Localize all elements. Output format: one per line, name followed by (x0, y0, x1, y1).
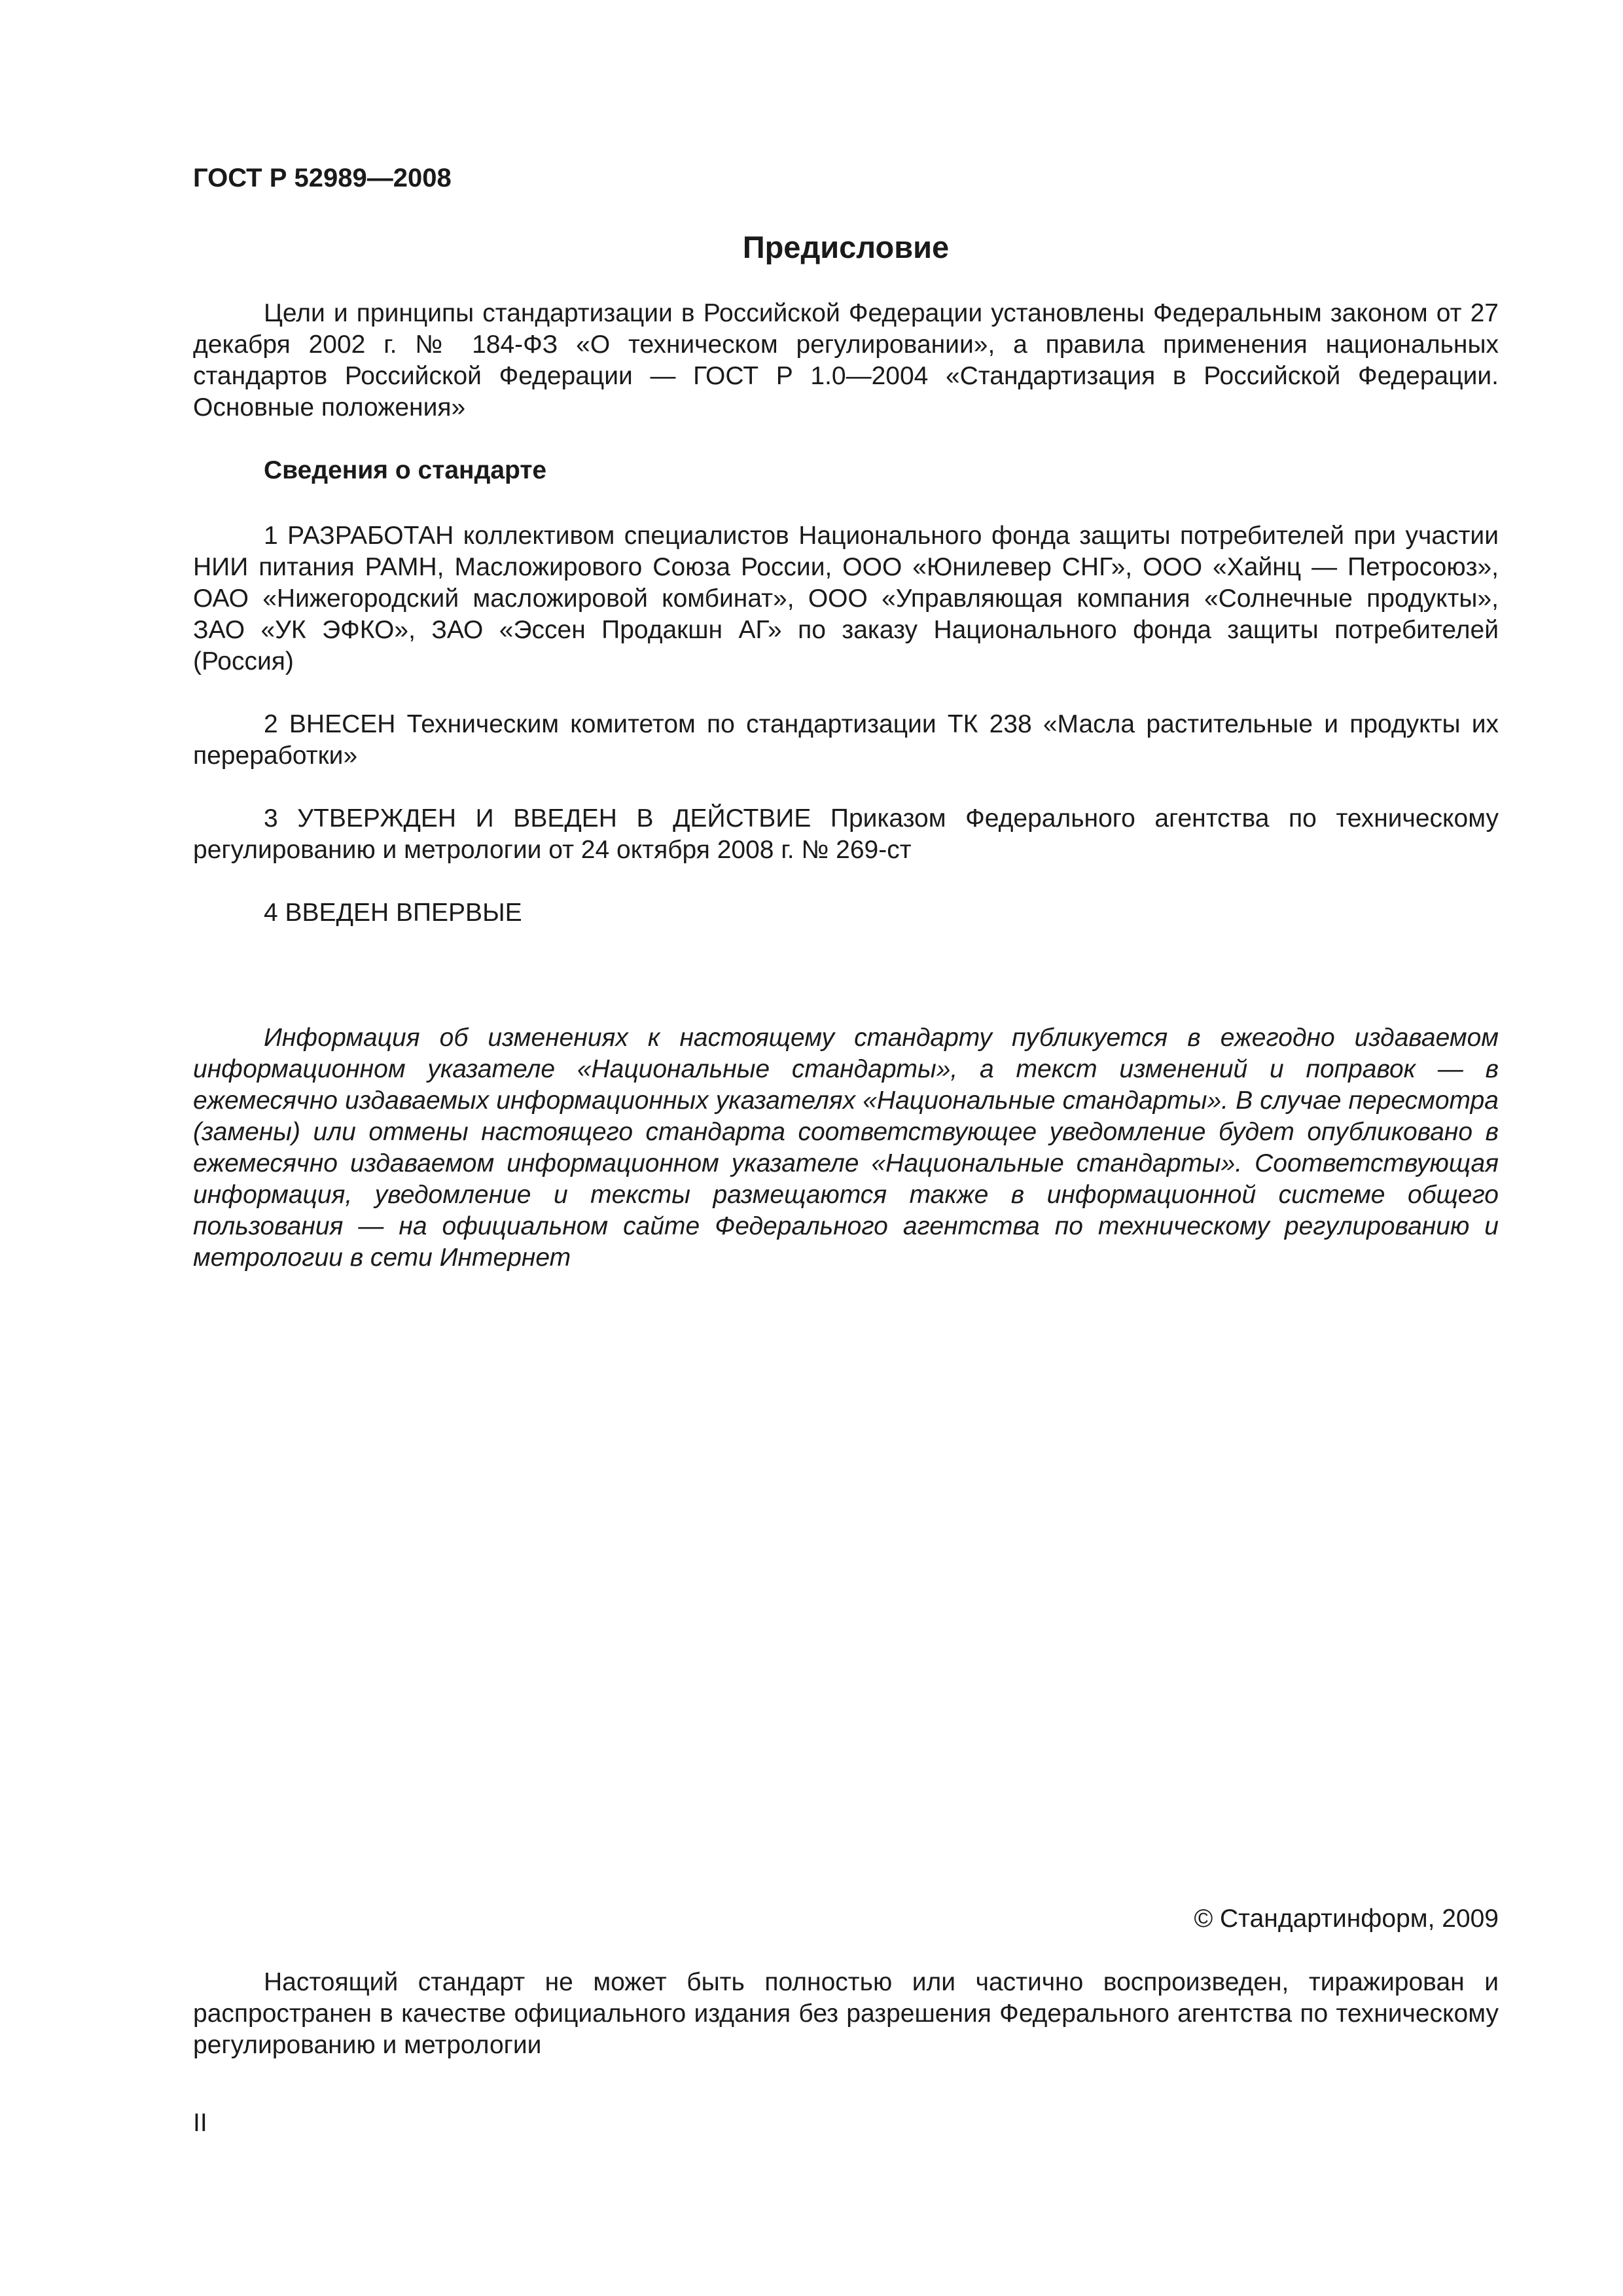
standard-code: ГОСТ Р 52989—2008 (193, 164, 452, 192)
info-item-4: 4 ВВЕДЕН ВПЕРВЫЕ (264, 899, 522, 927)
page-title: Предисловие (742, 230, 950, 264)
intro-paragraph: Цели и принципы стандартизации в Российской Федерации установлены Федеральным законом от 27 декабря 2002 г. № 184-ФЗ «О техническом регулировании», а правила применения национальных стандартов Российской Федерации — ГОСТ Р 1.0—2004 «Стандартизация в Российской Федерации. Основные положения» (193, 299, 1499, 422)
page-number: II (193, 2109, 207, 2137)
copyright-line: © Стандартинформ, 2009 (1194, 1905, 1499, 1933)
reproduction-notice: Настоящий стандарт не может быть полностью или частично воспроизведен, тиражирован и распространен в качестве официального издания без разрешения Федерального агентства по техническому регулированию и метрологии (193, 1968, 1499, 2059)
changes-notice: Информация об изменениях к настоящему стандарту публикуется в ежегодно издаваемом информационном указателе «Национальные стандарты», а текст изменений и поправок — в ежемесячно издаваемых информационных указателях «Национальные стандарты». В случае пересмотра (замены) или отмены настоящего стандарта соответствующее уведомление будет опубликовано в ежемесячно издаваемом информационном указателе «Национальные стандарты». Соответствующая информация, уведомление и тексты размещаются также в информационной системе общего пользования — на официальном сайте Федерального агентства по техническому регулированию и метрологии в сети Интернет (193, 1024, 1499, 1272)
section-heading: Сведения о стандарте (264, 456, 547, 484)
info-item-3: 3 УТВЕРЖДЕН И ВВЕДЕН В ДЕЙСТВИЕ Приказом Федерального агентства по техническому регулированию и метрологии от 24 октября 2008 г. № 269-ст (193, 804, 1499, 864)
info-item-1: 1 РАЗРАБОТАН коллективом специалистов Национального фонда защиты потребителей при участии НИИ питания РАМН, Масложирового Союза России, ООО «Юнилевер СНГ», ООО «Хайнц — Петросоюз», ОАО «Нижегородский масложировой комбинат», ООО «Управляющая компания «Солнечные продукты», ЗАО «УК ЭФКО», ЗАО «Эссен Продакшн АГ» по заказу Национального фонда защиты потребителей (Россия) (193, 522, 1499, 675)
info-item-2: 2 ВНЕСЕН Техническим комитетом по стандартизации ТК 238 «Масла растительные и продукты их переработки» (193, 710, 1499, 770)
